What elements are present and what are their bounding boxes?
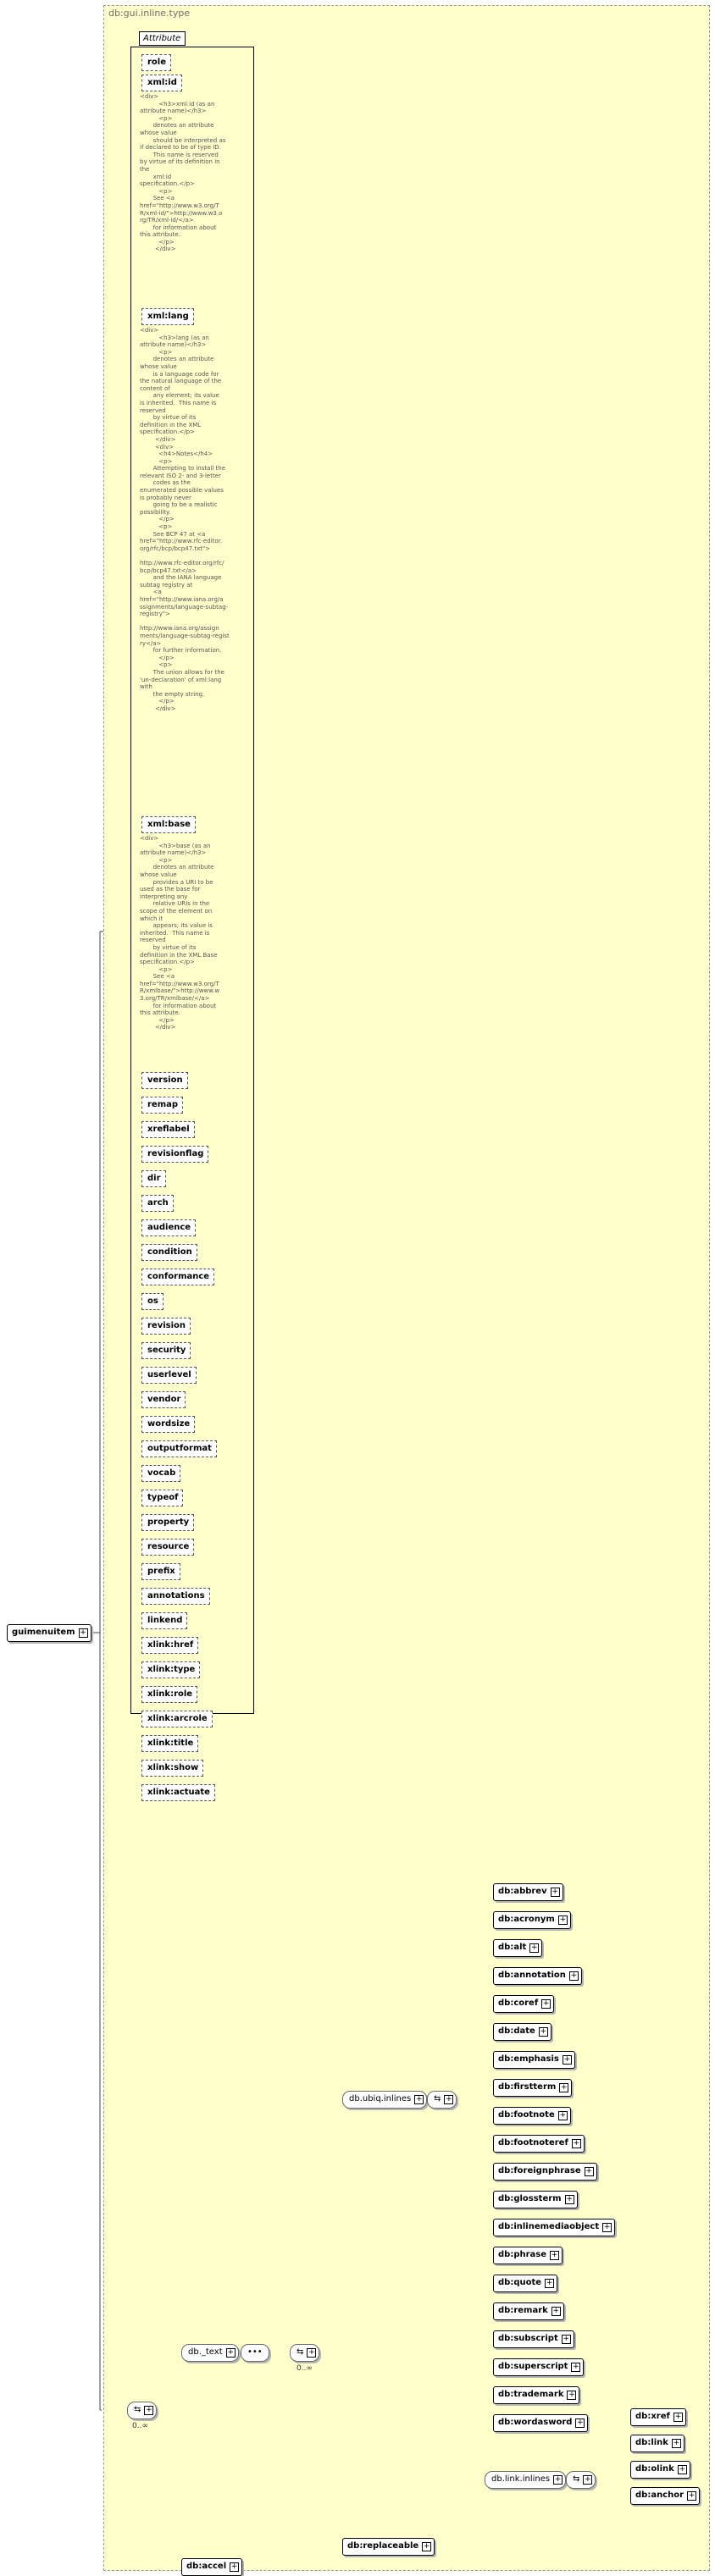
attribute-role[interactable]: role	[141, 54, 171, 71]
expand-icon[interactable]: +	[561, 2083, 568, 2092]
element-db-coref[interactable]	[493, 1995, 554, 2013]
root-element-label: guimenuitem	[12, 1628, 75, 1637]
element-db-date-label: db:date	[498, 2026, 535, 2036]
element-db-glossterm[interactable]	[493, 2191, 578, 2208]
replaceable-element[interactable]	[342, 2538, 435, 2556]
element-db-inlinemediaobject-label: db:inlinemediaobject	[498, 2222, 600, 2231]
choice-icon: ⇆	[134, 2405, 141, 2414]
element-db-quote-label: db:quote	[498, 2278, 542, 2287]
element-db-footnote-label: db:footnote	[498, 2110, 555, 2120]
expand-icon[interactable]: +	[531, 1943, 538, 1952]
ubiq-choice-compositor[interactable]	[427, 2091, 457, 2109]
element-db-footnoteref-label: db:footnoteref	[498, 2138, 568, 2148]
attribute-userlevel[interactable]: userlevel	[141, 1367, 197, 1384]
element-db-superscript-label: db:superscript	[498, 2362, 568, 2371]
attribute-vendor[interactable]: vendor	[141, 1391, 186, 1408]
expand-icon[interactable]: +	[423, 2542, 430, 2551]
attribute-annotations[interactable]: annotations	[141, 1588, 210, 1605]
element-db-wordasword[interactable]	[493, 2414, 588, 2432]
expand-icon[interactable]: +	[674, 2413, 682, 2421]
expand-icon[interactable]: +	[577, 2418, 584, 2427]
attribute-security[interactable]: security	[141, 1342, 191, 1359]
element-db-subscript-label: db:subscript	[498, 2334, 558, 2343]
choice-icon: ⇆	[297, 2347, 304, 2357]
expand-icon[interactable]: +	[551, 1888, 558, 1896]
attribute-xlink-href[interactable]: xlink:href	[141, 1637, 198, 1654]
expand-icon[interactable]: +	[227, 2348, 234, 2357]
element-db-phrase-label: db:phrase	[498, 2250, 547, 2259]
element-db-footnote[interactable]	[493, 2107, 571, 2125]
expand-icon[interactable]: +	[585, 2167, 592, 2175]
attribute-documentation: <div> <h3>xml:id (as an attribute name)</h3> <p> denotes an attribute whose value should be interpreted as if declared to be of type ID. This name is reserved by virtue of its definition in the xml:id specification.</p> <p> See <a href="http://www.w3.org/T R/xml-id/">http://www.w3.o rg/TR/xml-id/</a> for information about this attribute. </p> </div>	[140, 93, 226, 253]
attribute-version[interactable]: version	[141, 1072, 188, 1089]
attribute-revision[interactable]: revision	[141, 1318, 191, 1335]
sequence-icon: •••	[247, 2347, 263, 2357]
attribute-wordsize[interactable]: wordsize	[141, 1416, 195, 1433]
expand-icon[interactable]: +	[559, 1915, 567, 1924]
attribute-tab: Attribute	[139, 31, 186, 46]
attribute-audience[interactable]: audience	[141, 1219, 196, 1236]
attribute-vocab[interactable]: vocab	[141, 1465, 180, 1482]
element-db-firstterm-label: db:firstterm	[498, 2082, 557, 2092]
attribute-xlink-type[interactable]: xlink:type	[141, 1661, 200, 1678]
expand-icon[interactable]: +	[551, 2251, 558, 2259]
expand-icon[interactable]: +	[688, 2491, 696, 2500]
expand-icon[interactable]: +	[446, 2095, 452, 2103]
attribute-prefix[interactable]: prefix	[141, 1563, 180, 1580]
expand-icon[interactable]: +	[573, 2139, 580, 2148]
expand-icon[interactable]: +	[540, 2027, 547, 2036]
link-inlines-label: db.link.inlines	[491, 2474, 551, 2484]
expand-icon[interactable]: +	[563, 2335, 569, 2343]
choice-icon: ⇆	[573, 2474, 580, 2484]
attribute-xreflabel[interactable]: xreflabel	[141, 1121, 195, 1138]
element-db-alt[interactable]	[493, 1939, 542, 1957]
element-db-superscript[interactable]	[493, 2358, 584, 2376]
attribute-typeof[interactable]: typeof	[141, 1490, 183, 1506]
element-db-foreignphrase-label: db:foreignphrase	[498, 2166, 581, 2175]
attribute-xlink-role[interactable]: xlink:role	[141, 1686, 197, 1703]
element-db-anchor[interactable]	[630, 2487, 700, 2505]
element-db-annotation[interactable]	[493, 1967, 582, 1985]
element-db-glossterm-label: db:glossterm	[498, 2194, 562, 2203]
text-choice-cardinality: 0..∞	[297, 2364, 313, 2373]
element-db-emphasis-label: db:emphasis	[498, 2054, 559, 2064]
attribute-xlink-show[interactable]: xlink:show	[141, 1760, 203, 1777]
attribute-remap[interactable]: remap	[141, 1097, 183, 1114]
attribute-xml-lang[interactable]: xml:lang	[141, 308, 194, 325]
expand-icon[interactable]: +	[230, 2562, 238, 2571]
root-element[interactable]	[7, 1624, 91, 1642]
ubiq-inlines-group[interactable]	[342, 2091, 427, 2109]
element-db-olink[interactable]	[630, 2461, 690, 2479]
element-db-footnoteref[interactable]	[493, 2135, 585, 2153]
choice-compositor[interactable]	[127, 2402, 157, 2419]
element-db-foreignphrase[interactable]	[493, 2163, 597, 2181]
expand-icon[interactable]: +	[603, 2223, 611, 2231]
element-db-link-label: db:link	[635, 2438, 668, 2447]
accel-label: db:accel	[186, 2562, 227, 2571]
expand-icon[interactable]: +	[308, 2348, 315, 2357]
expand-icon[interactable]: +	[679, 2465, 686, 2474]
expand-icon[interactable]: +	[546, 2279, 553, 2287]
element-db-acronym-label: db:acronym	[498, 1915, 555, 1924]
element-db-subscript[interactable]	[493, 2330, 574, 2348]
expand-icon[interactable]: +	[415, 2095, 423, 2103]
element-db-annotation-label: db:annotation	[498, 1971, 566, 1980]
element-db-xref[interactable]	[630, 2408, 686, 2426]
element-db-emphasis[interactable]	[493, 2051, 575, 2069]
choice-icon: ⇆	[434, 2094, 441, 2103]
expand-icon[interactable]: +	[563, 2055, 571, 2064]
ubiq-inlines-label: db.ubiq.inlines	[349, 2094, 412, 2103]
accel-element[interactable]	[181, 2558, 242, 2576]
attribute-documentation: <div> <h3>base (as an attribute name)</h3> <p> denotes an attribute whose value provides a URI to be used as the base for interpreting any relative URIs in the scope of the element on which it appears; its value is inherited. This name is reserved by virtue of its definition in the XML Base specification.</p> <p> See <a href="http://www.w3.org/T R/xmlbase/">http://www.w 3.org/TR/xmlbase/</a> for information about this attribute. </p> </div>	[140, 835, 220, 1031]
element-db-link[interactable]	[630, 2435, 685, 2452]
element-db-phrase[interactable]	[493, 2247, 563, 2264]
element-db-olink-label: db:olink	[635, 2464, 674, 2474]
attribute-xlink-actuate[interactable]: xlink:actuate	[141, 1784, 215, 1801]
expand-icon[interactable]: +	[554, 2475, 562, 2484]
element-db-trademark-label: db:trademark	[498, 2390, 564, 2399]
element-db-wordasword-label: db:wordasword	[498, 2418, 573, 2427]
expand-icon[interactable]: +	[542, 1999, 550, 2008]
element-db-coref-label: db:coref	[498, 1998, 539, 2008]
expand-icon[interactable]: +	[585, 2475, 591, 2484]
element-db-remark-label: db:remark	[498, 2306, 548, 2315]
attribute-xml-id[interactable]: xml:id	[141, 75, 182, 91]
attribute-documentation: <div> <h3>lang (as an attribute name)</h3> <p> denotes an attribute whose value is a language code for the natural language of the content of any element; its value is inherited. This name is reserved by virtue of its definition in the XML specification.</p> </div> <div> <h4>Notes</h4> <p> Attempting to install the relevant ISO 2- and 3-letter codes as the enumerated possible values is probably never going to be a realistic possibility. </p> <p> See BCP 47 at <a href="http://www.rfc-editor. org/rfc/bcp/bcp47.txt"> http://www.rfc-editor.org/rfc/ bcp/bcp47.txt</a> and the IANA language subtag registry at <a href="http://www.iana.org/a ssignments/language-subtag- registry"> http://www.iana.org/assign ments/language-subtag-regist ry</a> for further information. </p> <p> The union allows for the 'un-declaration' of xml:lang with the empty string. </p> </div>	[140, 327, 230, 712]
element-db-anchor-label: db:anchor	[635, 2490, 685, 2500]
attribute-outputformat[interactable]: outputformat	[141, 1440, 217, 1457]
element-db-acronym[interactable]	[493, 1911, 571, 1929]
attribute-xlink-title[interactable]: xlink:title	[141, 1735, 198, 1752]
expand-icon[interactable]: +	[573, 2363, 579, 2371]
attribute-linkend[interactable]: linkend	[141, 1612, 187, 1629]
attribute-condition[interactable]: condition	[141, 1244, 197, 1261]
element-db-trademark[interactable]	[493, 2386, 579, 2404]
replaceable-label: db:replaceable	[347, 2541, 419, 2551]
element-db-alt-label: db:alt	[498, 1943, 527, 1952]
element-db-remark[interactable]	[493, 2302, 564, 2320]
link-inlines-group[interactable]	[485, 2471, 566, 2489]
expand-icon[interactable]: +	[80, 1628, 86, 1637]
element-db-quote[interactable]	[493, 2275, 557, 2292]
element-db-xref-label: db:xref	[635, 2412, 670, 2421]
text-group[interactable]	[181, 2344, 239, 2362]
expand-icon[interactable]: +	[552, 2307, 560, 2315]
attribute-arch[interactable]: arch	[141, 1195, 174, 1212]
element-db-abbrev[interactable]	[493, 1883, 563, 1901]
text-choice-compositor[interactable]	[290, 2344, 319, 2362]
text-sequence-compositor[interactable]	[241, 2344, 269, 2362]
expand-icon[interactable]: +	[559, 2111, 567, 2120]
attribute-dir[interactable]: dir	[141, 1170, 166, 1187]
expand-icon[interactable]: +	[568, 2391, 575, 2399]
attribute-xlink-arcrole[interactable]: xlink:arcrole	[141, 1711, 213, 1727]
text-group-label: db._text	[188, 2347, 223, 2357]
expand-icon[interactable]: +	[146, 2406, 152, 2414]
element-db-firstterm[interactable]	[493, 2079, 572, 2097]
expand-icon[interactable]: +	[673, 2439, 680, 2447]
choice-cardinality: 0..∞	[132, 2422, 148, 2430]
element-db-inlinemediaobject[interactable]	[493, 2219, 615, 2236]
link-choice-compositor[interactable]	[566, 2471, 596, 2489]
attribute-revisionflag[interactable]: revisionflag	[141, 1146, 208, 1163]
type-label: db:gui.inline.type	[108, 8, 191, 19]
attribute-xml-base[interactable]: xml:base	[141, 816, 196, 833]
attribute-property[interactable]: property	[141, 1514, 194, 1531]
element-db-date[interactable]	[493, 2023, 551, 2041]
element-db-abbrev-label: db:abbrev	[498, 1887, 547, 1896]
attribute-os[interactable]: os	[141, 1293, 164, 1310]
attribute-conformance[interactable]: conformance	[141, 1269, 214, 1285]
expand-icon[interactable]: +	[570, 1971, 578, 1980]
attribute-resource[interactable]: resource	[141, 1539, 194, 1556]
expand-icon[interactable]: +	[566, 2195, 573, 2203]
